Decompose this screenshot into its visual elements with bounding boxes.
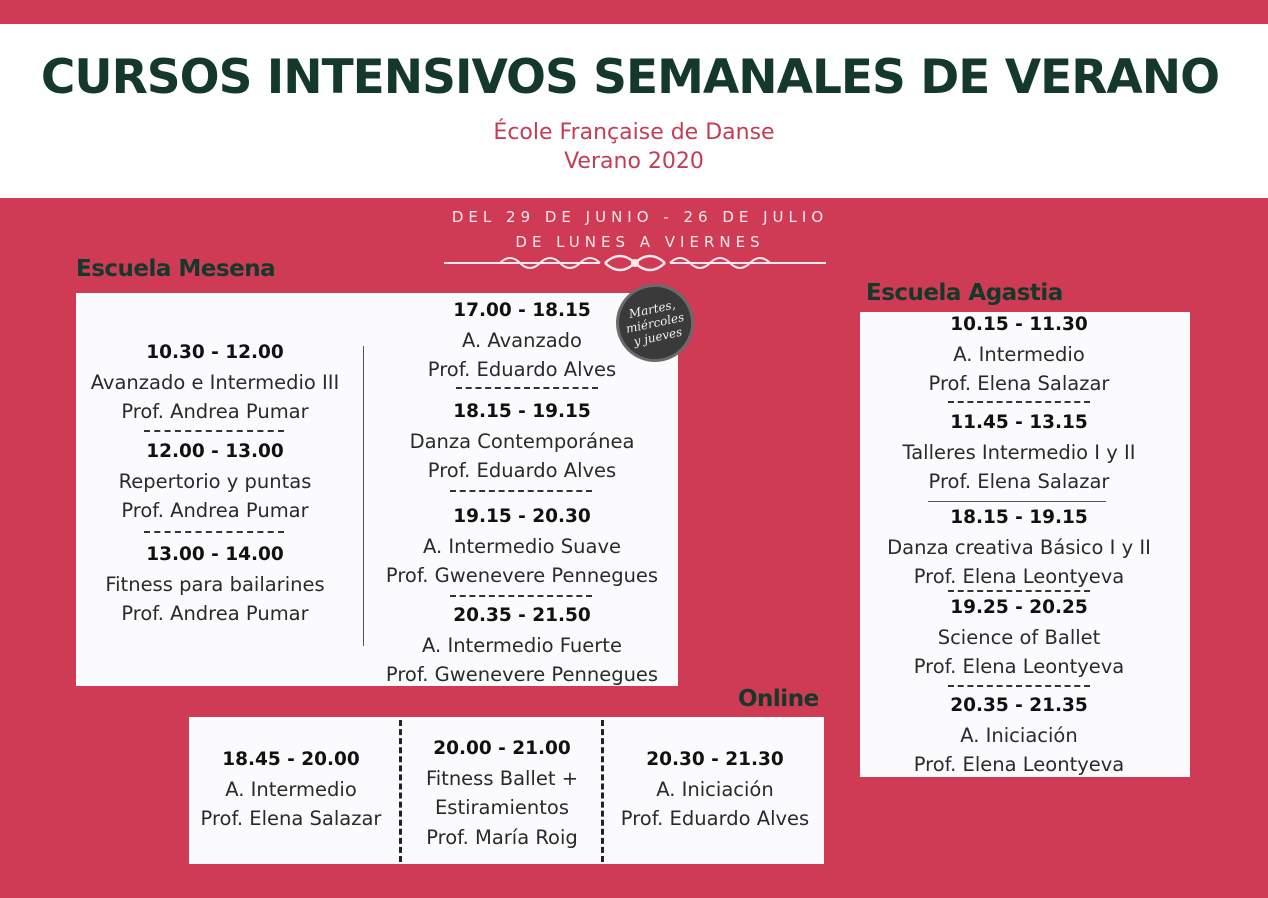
stamp-text: Martes, miércoles y jueves (624, 297, 686, 349)
dashed-divider (144, 430, 284, 432)
slot-teacher: Prof. Andrea Pumar (121, 400, 309, 423)
dashed-divider (450, 595, 592, 597)
slot-teacher: Prof. Eduardo Alves (427, 358, 617, 381)
schedule-slot (606, 745, 824, 834)
column-divider (399, 720, 402, 862)
slot-time: 19.15 - 20.30 (453, 506, 591, 527)
dashed-divider (948, 590, 1090, 592)
schedule-slot (860, 691, 1178, 780)
slot-time: 18.45 - 20.00 (222, 749, 360, 770)
slot-time: 20.35 - 21.35 (950, 695, 1088, 716)
slot-course: Talleres Intermedio I y II (902, 440, 1136, 464)
slot-time: 10.30 - 12.00 (146, 342, 284, 363)
slot-course: A. Iniciación (960, 723, 1078, 747)
slot-course: A. Intermedio (953, 342, 1085, 366)
slot-teacher: Prof. Elena Salazar (200, 807, 382, 830)
agastia-title: Escuela Agastia (866, 280, 1063, 306)
page-title: CURSOS INTENSIVOS SEMANALES DE VERANO (40, 50, 1220, 105)
slot-teacher: Prof. Eduardo Alves (427, 459, 617, 482)
date-range-line: DEL 29 DE JUNIO - 26 DE JULIO (451, 208, 829, 226)
slot-teacher: Prof. Elena Leontyeva (913, 753, 1125, 776)
slot-teacher: Prof. Elena Salazar (928, 470, 1110, 493)
slot-time: 17.00 - 18.15 (453, 300, 591, 321)
online-title: Online (738, 686, 819, 712)
column-divider (363, 346, 364, 646)
schedule-slot (860, 593, 1178, 682)
schedule-slot (76, 338, 354, 427)
slot-course-extra: Estiramientos (434, 796, 569, 819)
mesena-title: Escuela Mesena (76, 256, 276, 282)
date-range (360, 205, 920, 255)
weekdays-line: DE LUNES A VIERNES (515, 233, 765, 251)
slot-teacher: Prof. Gwenevere Pennegues (385, 564, 659, 587)
slot-course: A. Intermedio Fuerte (422, 633, 622, 657)
slot-time: 20.30 - 21.30 (646, 749, 784, 770)
slot-course: Fitness Ballet + (425, 766, 579, 790)
column-divider (601, 720, 604, 862)
dashed-divider (948, 685, 1090, 687)
ornament-divider-icon (440, 250, 830, 276)
dashed-divider (948, 401, 1090, 403)
slot-course: Danza creativa Básico I y II (887, 535, 1151, 559)
slot-time: 11.45 - 13.15 (950, 412, 1088, 433)
slot-teacher: Prof. Gwenevere Pennegues (385, 663, 659, 686)
slot-time: 12.00 - 13.00 (146, 441, 284, 462)
slot-course: A. Intermedio (225, 777, 357, 801)
schedule-slot (368, 601, 676, 690)
subtitle (0, 118, 1268, 176)
slot-teacher: Prof. Elena Leontyeva (913, 655, 1125, 678)
schedule-slot (368, 397, 676, 486)
slot-time: 19.25 - 20.25 (950, 597, 1088, 618)
schedule-slot (76, 437, 354, 526)
slot-time: 13.00 - 14.00 (146, 544, 284, 565)
schedule-slot (860, 310, 1178, 399)
dashed-divider (144, 531, 284, 533)
slot-teacher: Prof. Eduardo Alves (620, 807, 810, 830)
season: Verano 2020 (564, 149, 704, 174)
slot-time: 18.15 - 19.15 (453, 401, 591, 422)
slot-teacher: Prof. María Roig (426, 825, 578, 849)
slot-course: A. Intermedio Suave (423, 534, 621, 558)
header (0, 24, 1268, 198)
schedule-slot (76, 540, 354, 629)
slot-time: 18.15 - 19.15 (950, 507, 1088, 528)
slot-time: 10.15 - 11.30 (950, 314, 1088, 335)
dashed-divider (456, 387, 598, 389)
schedule-slot (368, 502, 676, 591)
slot-teacher: Prof. Elena Salazar (928, 372, 1110, 395)
slot-teacher: Prof. Andrea Pumar (121, 499, 309, 522)
top-strip (0, 0, 1268, 4)
slot-teacher: Prof. Elena Leontyeva (913, 565, 1125, 588)
slot-time: 20.35 - 21.50 (453, 605, 591, 626)
slot-time: 20.00 - 21.00 (433, 738, 571, 759)
slot-course: Danza Contemporánea (409, 429, 635, 453)
schedule-slot (860, 408, 1178, 497)
school-name: École Française de Danse (493, 120, 775, 145)
schedule-slot (860, 503, 1178, 592)
slot-course: Science of Ballet (937, 625, 1101, 649)
slot-course: A. Avanzado (462, 328, 582, 352)
dashed-divider (450, 490, 592, 492)
slot-course: Repertorio y puntas (118, 469, 312, 493)
schedule-slot (189, 745, 393, 834)
schedule-slot (404, 734, 600, 852)
section-divider (928, 501, 1106, 502)
slot-teacher: Prof. Andrea Pumar (121, 602, 309, 625)
slot-course: A. Iniciación (656, 777, 774, 801)
slot-course: Fitness para bailarines (105, 572, 325, 596)
slot-course: Avanzado e Intermedio III (90, 370, 340, 394)
